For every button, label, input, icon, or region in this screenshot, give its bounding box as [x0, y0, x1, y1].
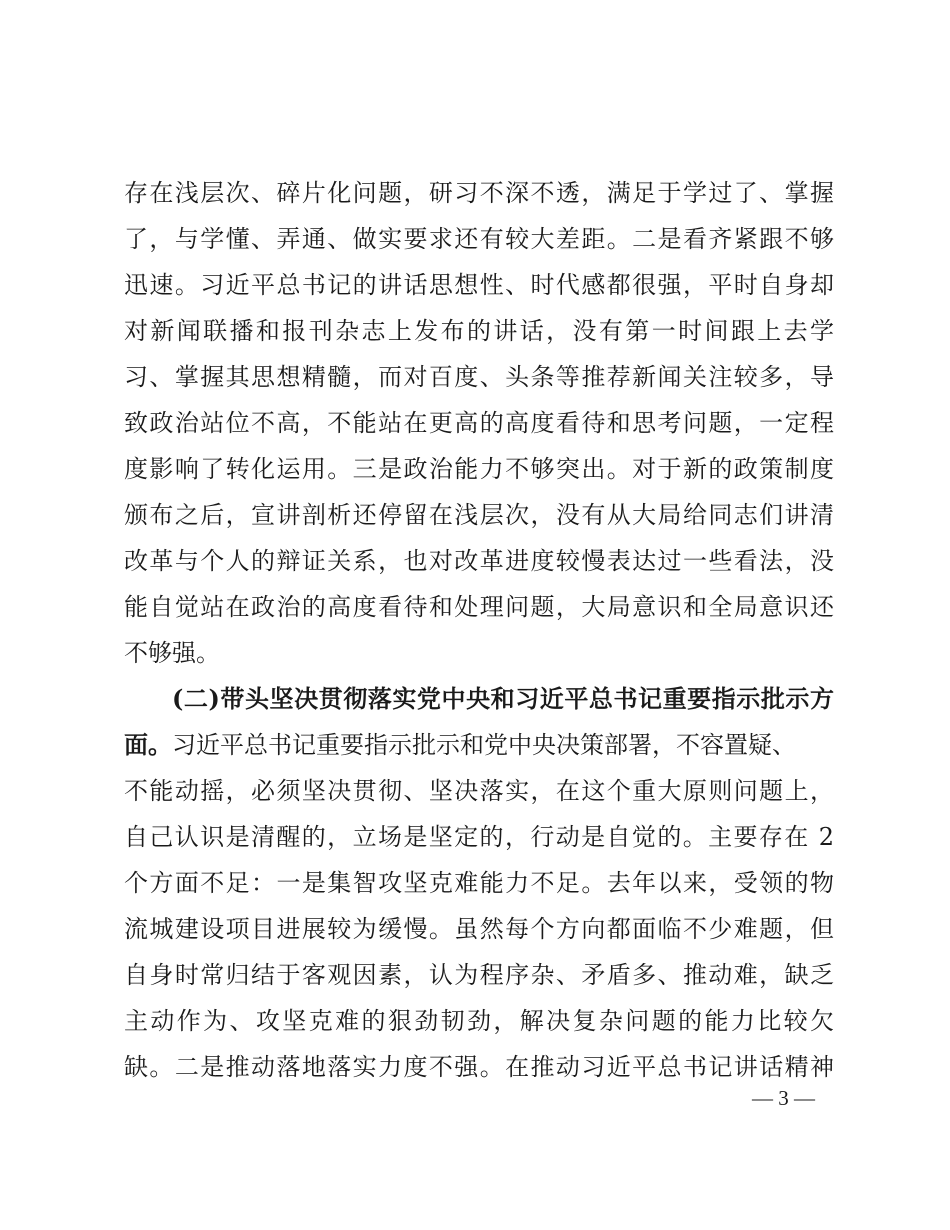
page-number: — 3 — [752, 1086, 815, 1110]
paragraph-line: 缺。二是推动落地落实力度不强。在推动习近平总书记讲话精神 [124, 1053, 834, 1081]
paragraph-text: 习近平总书记重要指示批示和党中央决策部署，不容置疑、 [172, 731, 796, 759]
paragraph-line: 度影响了转化运用。三是政治能力不够突出。对于新的政策制度 [124, 455, 834, 483]
section-heading [172, 676, 834, 722]
paragraph-line [124, 722, 834, 768]
paragraph-line: 颁布之后，宣讲剖析还停留在浅层次，没有从大局给同志们讲清 [124, 501, 834, 529]
paragraph-line: 主动作为、攻坚克难的狠劲韧劲，解决复杂问题的能力比较欠 [124, 1007, 834, 1035]
paragraph-line: 迅速。习近平总书记的讲话思想性、时代感都很强，平时自身却 [124, 271, 834, 299]
paragraph-line: 对新闻联播和报刊杂志上发布的讲话，没有第一时间跟上去学 [124, 317, 834, 345]
paragraph-line: 习、掌握其思想精髓，而对百度、头条等推荐新闻关注较多，导 [124, 363, 834, 391]
paragraph-line: 自身时常归结于客观因素，认为程序杂、矛盾多、推动难，缺乏 [124, 961, 834, 989]
section-heading-end: 面。 [124, 730, 172, 759]
paragraph-line: 流城建设项目进展较为缓慢。虽然每个方向都面临不少难题，但 [124, 915, 834, 943]
paragraph-line: 不够强。 [124, 639, 220, 667]
paragraph-line: 不能动摇，必须坚决贯彻、坚决落实，在这个重大原则问题上， [124, 777, 834, 805]
paragraph-line: 改革与个人的辩证关系，也对改革进度较慢表达过一些看法，没 [124, 547, 834, 575]
paragraph-line: 存在浅层次、碎片化问题，研习不深不透，满足于学过了、掌握 [124, 179, 834, 207]
paragraph-line: 个方面不足：一是集智攻坚克难能力不足。去年以来，受领的物 [124, 869, 834, 897]
section-heading-text: (二)带头坚决贯彻落实党中央和习近平总书记重要指示批示方 [172, 684, 834, 713]
paragraph-line: 致政治站位不高，不能站在更高的高度看待和思考问题，一定程 [124, 409, 834, 437]
paragraph-line: 了，与学懂、弄通、做实要求还有较大差距。二是看齐紧跟不够 [124, 225, 834, 253]
paragraph-line: 自己认识是清醒的，立场是坚定的，行动是自觉的。主要存在 2 [124, 823, 834, 851]
paragraph-line: 能自觉站在政治的高度看待和处理问题，大局意识和全局意识还 [124, 593, 834, 621]
